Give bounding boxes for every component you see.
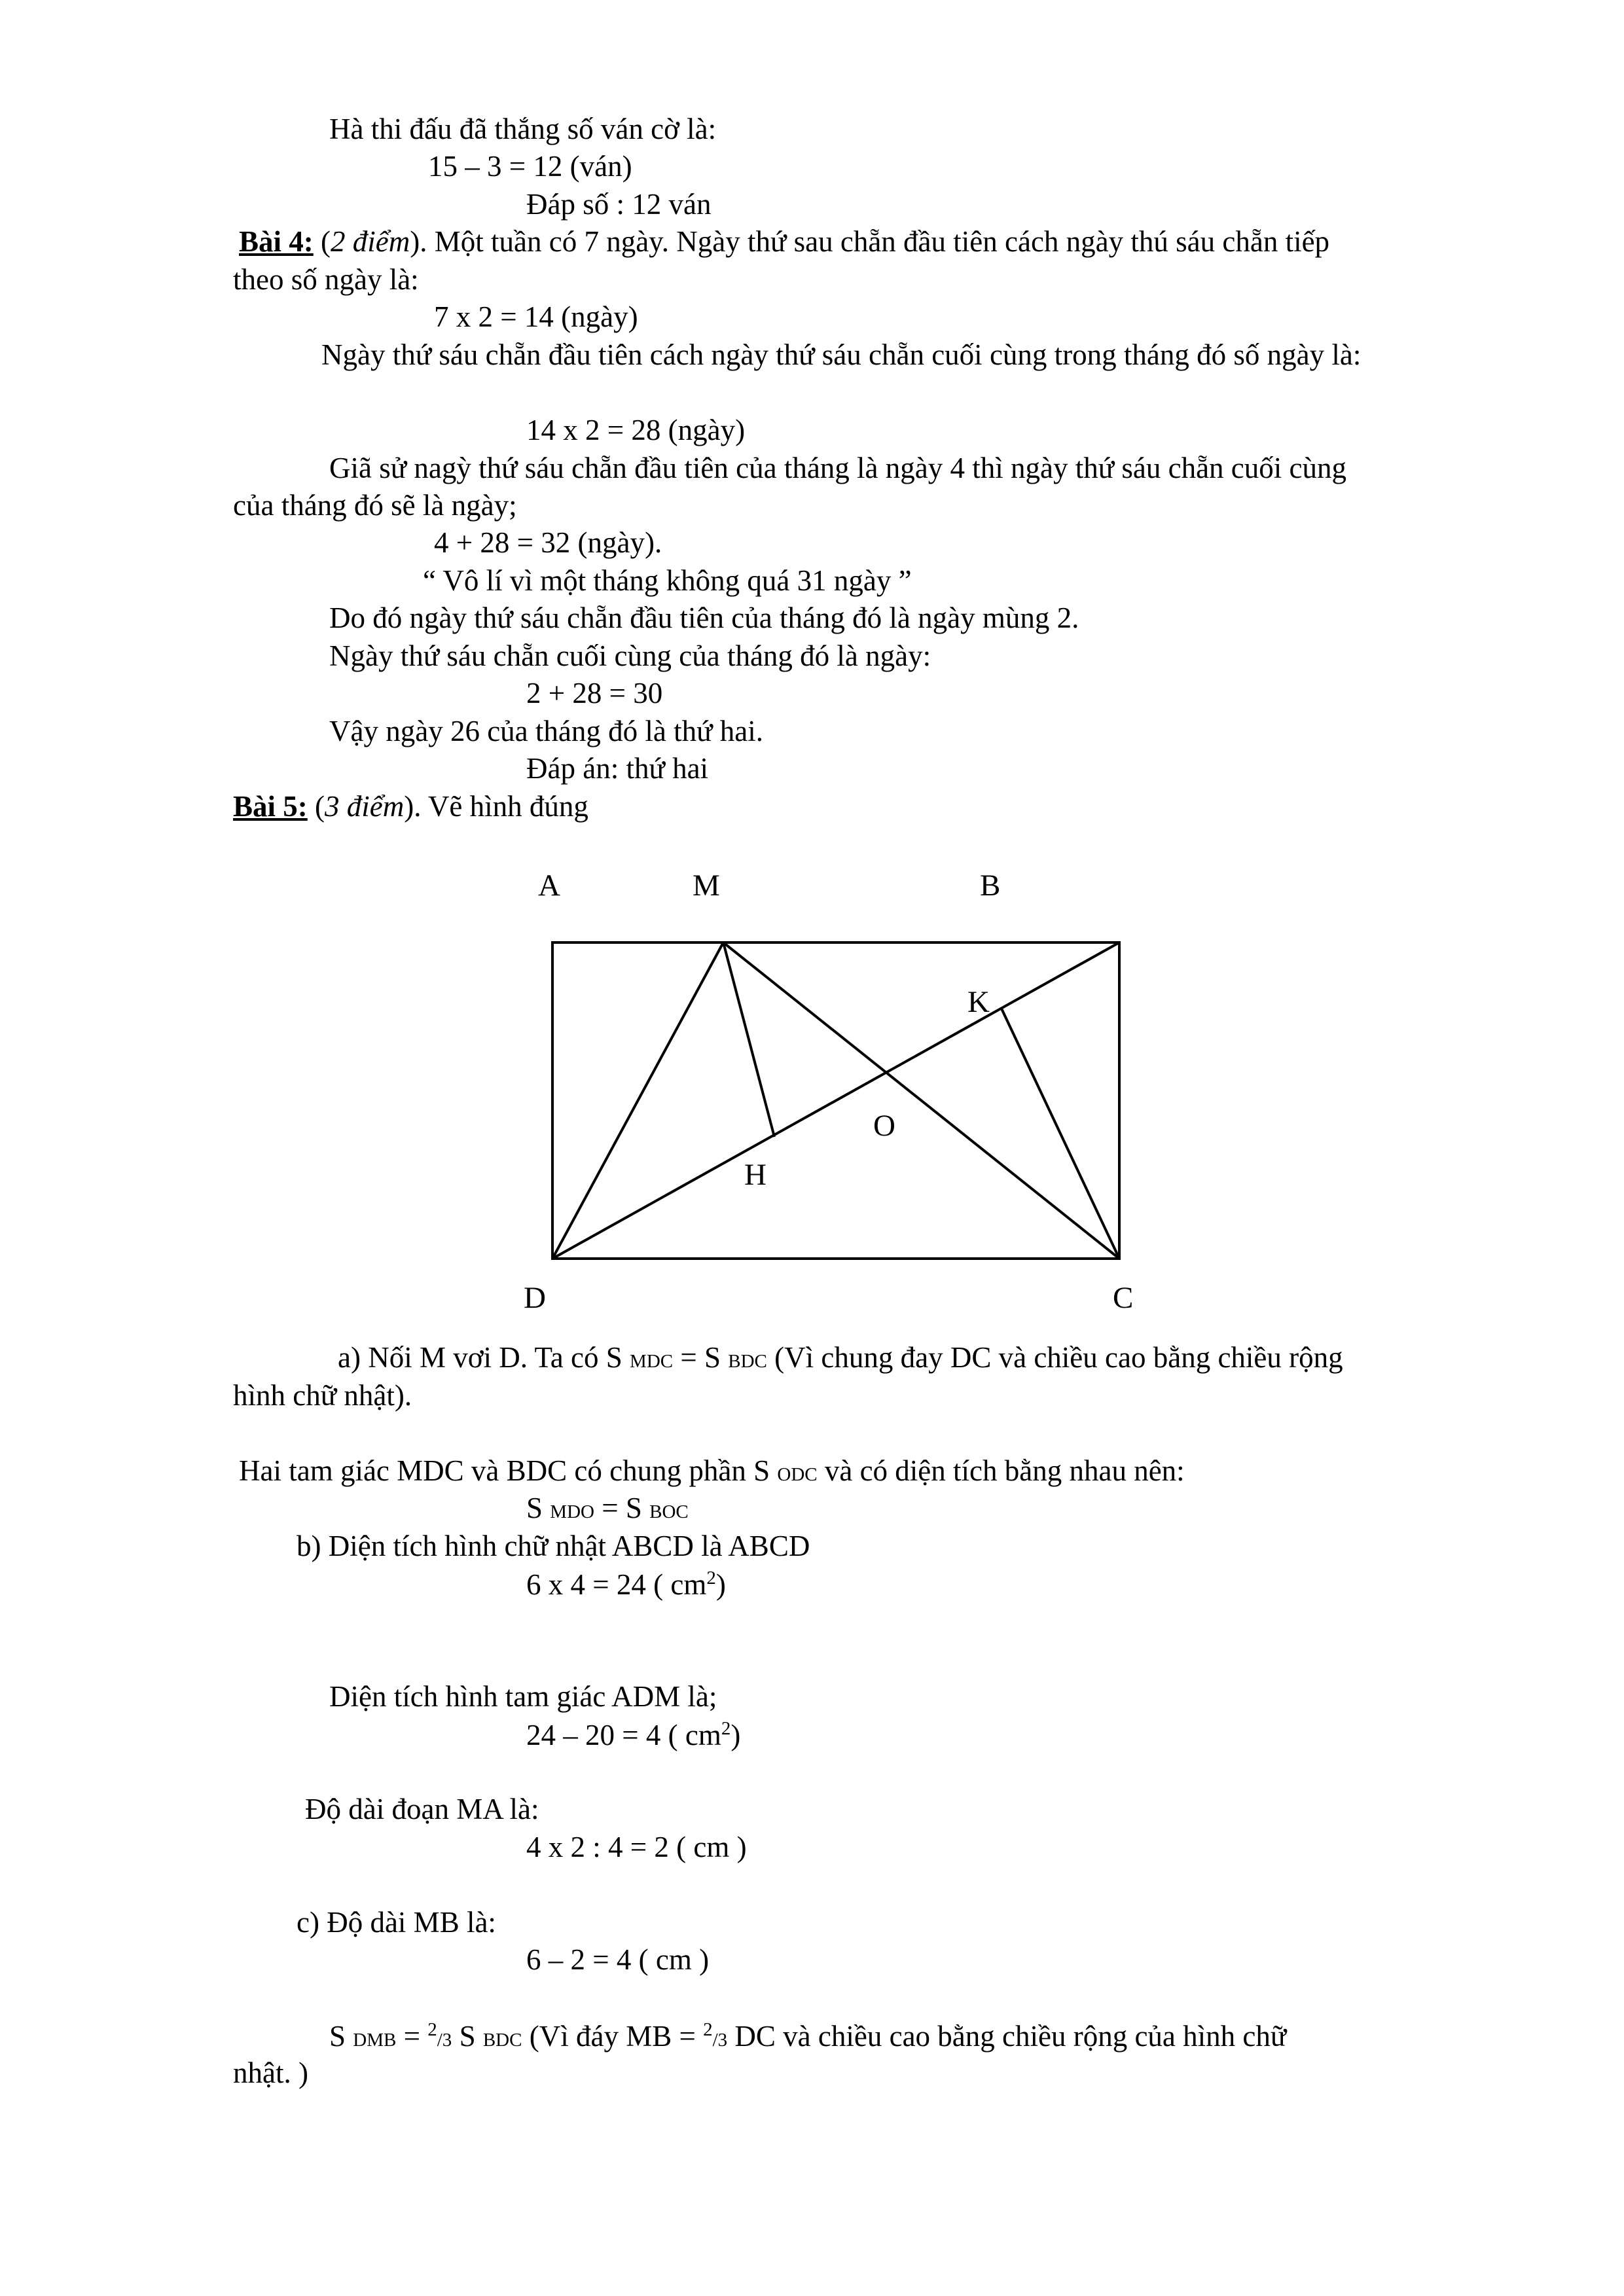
bai4-line5: Ngày thứ sáu chẵn cuối cùng của tháng đó là ngày:: [329, 639, 931, 672]
bai3-calc: 15 – 3 = 12 (ván): [428, 150, 632, 183]
bai4-title: Bài 4:: [239, 225, 314, 258]
label-b: B: [980, 869, 1001, 903]
bai4-line6: Vậy ngày 26 của tháng đó là thứ hai.: [329, 715, 763, 747]
bai5-heading: Bài 5: (3 điểm). Vẽ hình đúng: [233, 790, 588, 823]
bai4-calc1: 7 x 2 = 14 (ngày): [434, 300, 638, 333]
segment-mc: [723, 942, 1119, 1259]
bai4-intro: ). Một tuần có 7 ngày. Ngày thứ sau chẵn đầu tiên cách ngày thú sáu chẵn tiếp: [410, 225, 1330, 258]
part-a-equation: S MDO = S BOC: [526, 1492, 689, 1524]
part-c-line3: nhật. ): [233, 2056, 308, 2089]
label-h: H: [744, 1158, 767, 1192]
segment-ck: [1001, 1009, 1119, 1259]
bai4-points: 2 điểm: [331, 225, 410, 258]
bai4-calc2: 14 x 2 = 28 (ngày): [526, 414, 746, 446]
part-b-line1: b) Diện tích hình chữ nhật ABCD là ABCD: [297, 1530, 810, 1562]
label-k: K: [967, 985, 990, 1019]
bai4-line4: Do đó ngày thứ sáu chẵn đầu tiên của tháng đó là ngày mùng 2.: [329, 601, 1079, 634]
part-b-calc2: 24 – 20 = 4 ( $cm^2$): [526, 1718, 741, 1751]
bai5-points: 3 điểm: [325, 790, 405, 823]
label-c: C: [1113, 1281, 1134, 1315]
part-a-line2: hình chữ nhật).: [233, 1379, 412, 1412]
part-a-line1: a) Nối M vơi D. Ta có S MDC = S BDC (Vì chung đay DC và chiều cao bằng chiều rộng: [338, 1341, 1343, 1374]
label-a: A: [538, 869, 560, 903]
bai4-intro-2: theo số ngày là:: [233, 263, 419, 296]
label-o: O: [873, 1109, 895, 1143]
bai4-calc3: 4 + 28 = 32 (ngày).: [434, 526, 662, 559]
bai5-task: ). Vẽ hình đúng: [404, 790, 588, 823]
bai3-line: Hà thi đấu đã thắng số ván cờ là:: [329, 113, 717, 145]
label-m: M: [693, 869, 720, 903]
bai4-calc4: 2 + 28 = 30: [526, 677, 663, 709]
part-b-calc3: 4 x 2 : 4 = 2 ( cm ): [526, 1831, 747, 1863]
bai4-line3b: của tháng đó sẽ là ngày;: [233, 489, 517, 522]
part-b-line3: Độ dài đoạn MA là:: [305, 1793, 539, 1825]
segment-mh: [723, 942, 774, 1137]
bai4-line3a: Giã sử nagỳ thứ sáu chẵn đầu tiên của tháng là ngày 4 thì ngày thứ sáu chẵn cuối cùng: [329, 452, 1346, 484]
part-c-line1: c) Độ dài MB là:: [297, 1906, 496, 1939]
part-c-calc1: 6 – 2 = 4 ( cm ): [526, 1943, 710, 1976]
part-b-calc1: 6 x 4 = 24 ( $cm^2$): [526, 1568, 726, 1601]
bai4-note: “ Vô lí vì một tháng không quá 31 ngày ”: [423, 564, 912, 597]
bai3-answer: Đáp số : 12 ván: [526, 188, 712, 221]
label-d: D: [524, 1281, 546, 1315]
part-a-line3: Hai tam giác MDC và BDC có chung phần S ODC và có diện tích bằng nhau nên:: [239, 1454, 1185, 1487]
part-b-line2: Diện tích hình tam giác ADM là;: [329, 1680, 717, 1713]
bai4-answer: Đáp án: thứ hai: [526, 752, 709, 785]
bai4-line2: Ngày thứ sáu chẵn đầu tiên cách ngày thứ sáu chẵn cuối cùng trong tháng đó số ngày là:: [321, 338, 1362, 371]
bai5-title: Bài 5:: [233, 790, 308, 823]
part-c-line2: S DMB = $^2$/3 S BDC (Vì đáy MB = $^2$/3 DC và chiều cao bằng chiều rộng của hình chữ: [329, 2019, 1287, 2053]
bai4-heading: Bài 4: (2 điểm). Một tuần có 7 ngày. Ngày thứ sau chẵn đầu tiên cách ngày thú sáu chẵn tiếp: [239, 225, 1330, 258]
